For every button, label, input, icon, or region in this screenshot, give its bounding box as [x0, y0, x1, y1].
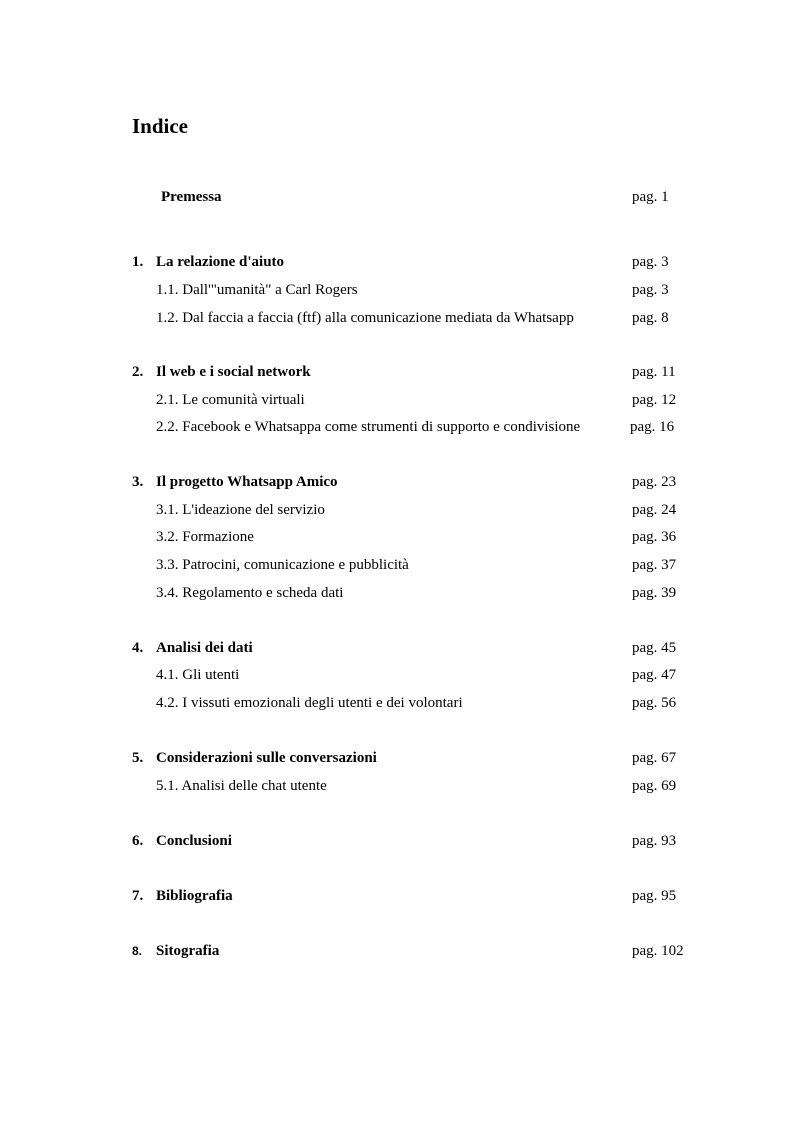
- chapter-title: Analisi dei dati: [156, 640, 253, 656]
- toc-entry-page: pag. 8: [632, 310, 669, 326]
- toc-chapter-3: [0, 472, 794, 492]
- toc-section-2-2: [0, 417, 794, 437]
- toc-entry-page: pag. 69: [632, 778, 677, 794]
- toc-chapter-2: [0, 362, 794, 382]
- toc-entry-page: pag. 3: [632, 254, 669, 270]
- toc-entry-page: pag. 102: [632, 943, 684, 959]
- chapter-number: 5.: [132, 750, 144, 766]
- toc-entry-page: pag. 24: [632, 502, 677, 518]
- toc-section-2-1: [0, 390, 794, 410]
- toc-entry-page: pag. 45: [632, 640, 677, 656]
- toc-entry-page: pag. 47: [632, 667, 677, 683]
- toc-chapter-8: [0, 941, 794, 961]
- toc-chapter-4: [0, 638, 794, 658]
- chapter-number: 6.: [132, 833, 144, 849]
- toc-entry-page: pag. 3: [632, 282, 669, 298]
- chapter-title: Conclusioni: [156, 833, 232, 849]
- toc-entry-page: pag. 95: [632, 888, 677, 904]
- page-title: Indice: [132, 114, 189, 138]
- section-title: 5.1. Analisi delle chat utente: [156, 778, 327, 794]
- toc-section-3-4: [0, 583, 794, 603]
- chapter-title: Il web e i social network: [156, 364, 311, 380]
- toc-chapter-6: [0, 831, 794, 851]
- toc-entry-page: pag. 16: [630, 419, 675, 435]
- toc-section-3-2: [0, 527, 794, 547]
- toc-entry-page: pag. 36: [632, 529, 677, 545]
- section-title: 3.3. Patrocini, comunicazione e pubblicità: [156, 557, 409, 573]
- toc-entry-page: pag. 93: [632, 833, 677, 849]
- chapter-number: 1.: [132, 254, 144, 270]
- chapter-number: 8.: [132, 944, 143, 958]
- toc-entry-page: pag. 39: [632, 585, 677, 601]
- toc-section-4-1: [0, 665, 794, 685]
- toc-entry-page: pag. 11: [632, 364, 676, 380]
- toc-entry-premessa: [0, 187, 794, 207]
- chapter-title: Bibliografia: [156, 888, 233, 904]
- section-title: 3.4. Regolamento e scheda dati: [156, 585, 344, 601]
- chapter-title: Il progetto Whatsapp Amico: [156, 474, 338, 490]
- toc-section-3-3: [0, 555, 794, 575]
- toc-entry-page: pag. 37: [632, 557, 677, 573]
- section-title: 3.2. Formazione: [156, 529, 254, 545]
- chapter-number: 4.: [132, 640, 144, 656]
- section-title: 2.2. Facebook e Whatsappa come strumenti di supporto e condivisione: [156, 419, 581, 435]
- section-title: 4.1. Gli utenti: [156, 667, 240, 683]
- toc-entry-page: pag. 67: [632, 750, 677, 766]
- toc-chapter-5: [0, 748, 794, 768]
- chapter-title: La relazione d'aiuto: [156, 254, 285, 270]
- toc-section-1-1: [0, 280, 794, 300]
- chapter-title: Sitografia: [156, 943, 220, 959]
- toc-entry-page: pag. 12: [632, 392, 677, 408]
- toc-section-1-2: [0, 308, 794, 328]
- chapter-number: 7.: [132, 888, 144, 904]
- toc-entry-page: pag. 23: [632, 474, 677, 490]
- toc-chapter-7: [0, 886, 794, 906]
- section-title: 3.1. L'ideazione del servizio: [156, 502, 325, 518]
- section-title: 2.1. Le comunità virtuali: [156, 392, 305, 408]
- chapter-title: Considerazioni sulle conversazioni: [156, 750, 377, 766]
- toc-entry-page: pag. 56: [632, 695, 677, 711]
- toc-section-3-1: [0, 500, 794, 520]
- toc-chapter-1: [0, 252, 794, 272]
- toc-section-5-1: [0, 776, 794, 796]
- section-title: 4.2. I vissuti emozionali degli utenti e dei volontari: [156, 695, 463, 711]
- section-title: 1.1. Dall'"umanità" a Carl Rogers: [156, 282, 358, 298]
- chapter-number: 3.: [132, 474, 144, 490]
- chapter-number: 2.: [132, 364, 144, 380]
- toc-entry-label: Premessa: [161, 189, 222, 205]
- toc-entry-page: pag. 1: [632, 189, 669, 205]
- section-title: 1.2. Dal faccia a faccia (ftf) alla comunicazione mediata da Whatsapp: [156, 310, 574, 326]
- toc-section-4-2: [0, 693, 794, 713]
